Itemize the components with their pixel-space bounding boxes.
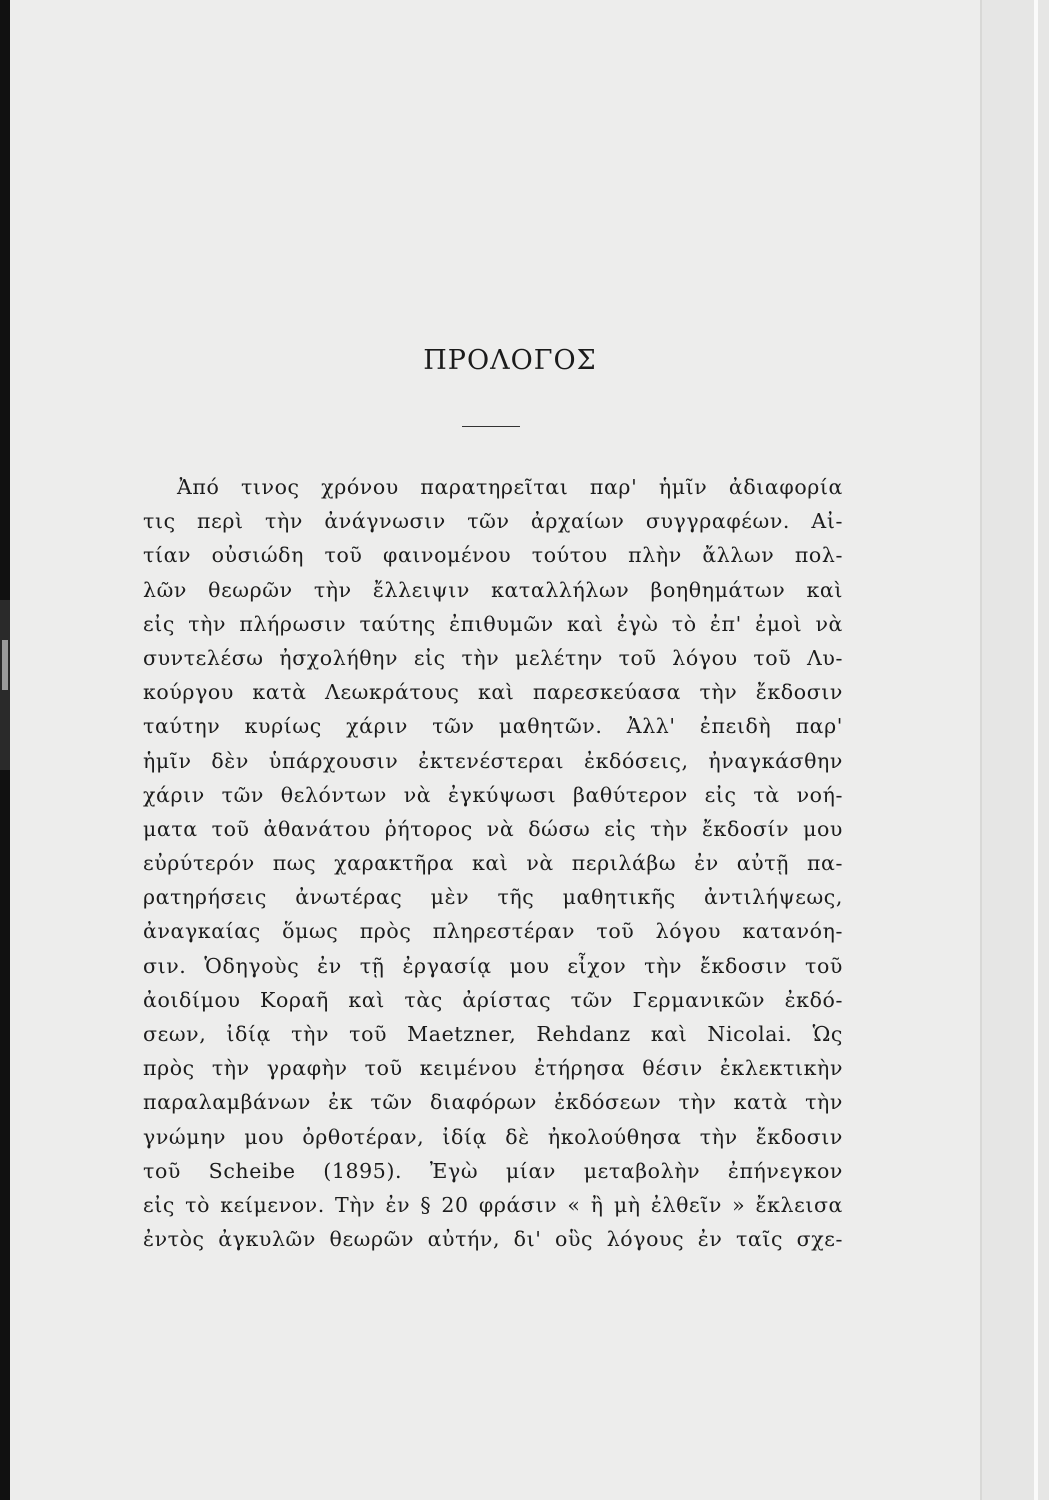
text-line: τις περὶ τὴν ἀνάγνωσιν τῶν ἀρχαίων συγγραφέων. Αἰ- bbox=[143, 509, 843, 534]
text-line: εὐρύτερόν πως χαρακτῆρα καὶ νὰ περιλάβω ἐν αὐτῇ πα- bbox=[143, 851, 843, 876]
text-line: ἐντὸς ἀγκυλῶν θεωρῶν αὐτήν, δι' οὓς λόγους ἐν ταῖς σχε- bbox=[143, 1227, 843, 1252]
text-line: σεων, ἰδίᾳ τὴν τοῦ Maetzner, Rehdanz καὶ Nicolai. Ὡς bbox=[143, 1022, 843, 1046]
text-line: ρατηρήσεις ἀνωτέρας μὲν τῆς μαθητικῆς ἀντιλήψεως, bbox=[143, 885, 843, 910]
page-edge-highlight bbox=[1034, 0, 1038, 1500]
text-line: Ἀπό τινος χρόνου παρατηρεῖται παρ' ἡμῖν ἀδιαφορία bbox=[177, 475, 843, 499]
text-line: εἰς τὴν πλήρωσιν ταύτης ἐπιθυμῶν καὶ ἐγὼ τὸ ἐπ' ἐμοὶ νὰ bbox=[143, 611, 843, 636]
text-line: γνώμην μου ὀρθοτέραν, ἰδίᾳ δὲ ἠκολούθησα τὴν ἔκδοσιν bbox=[143, 1124, 843, 1149]
title-rule bbox=[462, 426, 520, 427]
text-line: λῶν θεωρῶν τὴν ἔλλειψιν καταλλήλων βοηθημάτων καὶ bbox=[143, 577, 843, 602]
text-line: ταύτην κυρίως χάριν τῶν μαθητῶν. Ἀλλ' ἐπειδὴ παρ' bbox=[143, 714, 843, 739]
text-line: ἡμῖν δὲν ὑπάρχουσιν ἐκτενέστεραι ἐκδόσεις, ἠναγκάσθην bbox=[143, 748, 843, 773]
text-line: ἀοιδίμου Κοραῆ καὶ τὰς ἀρίστας τῶν Γερμανικῶν ἐκδό- bbox=[143, 987, 843, 1012]
text-line: τοῦ Scheibe (1895). Ἐγὼ μίαν μεταβολὴν ἐπήνεγκον bbox=[143, 1158, 843, 1183]
text-line: παραλαμβάνων ἐκ τῶν διαφόρων ἐκδόσεων τὴν κατὰ τὴν bbox=[143, 1090, 843, 1115]
page-title: ΠΡΟΛΟΓΟΣ bbox=[423, 345, 597, 376]
text-line: εἰς τὸ κείμενον. Τὴν ἐν § 20 φράσιν « ἢ μὴ ἐλθεῖν » ἔκλεισα bbox=[143, 1192, 843, 1217]
text-line: ματα τοῦ ἀθανάτου ῥήτορος νὰ δώσω εἰς τὴν ἔκδοσίν μου bbox=[143, 816, 843, 841]
book-page bbox=[10, 0, 1010, 1500]
text-line: τίαν οὐσιώδη τοῦ φαινομένου τούτου πλὴν ἄλλων πολ- bbox=[143, 543, 843, 568]
page-edge bbox=[980, 0, 1049, 1500]
text-line: ἀναγκαίας ὅμως πρὸς πληρεστέραν τοῦ λόγου κατανόη- bbox=[143, 919, 843, 944]
text-line: συντελέσω ἠσχολήθην εἰς τὴν μελέτην τοῦ λόγου τοῦ Λυ- bbox=[143, 645, 843, 670]
text-line: σιν. Ὁδηγοὺς ἐν τῇ ἐργασίᾳ μου εἶχον τὴν ἔκδοσιν τοῦ bbox=[143, 953, 843, 978]
text-line: χάριν τῶν θελόντων νὰ ἐγκύψωσι βαθύτερον εἰς τὰ νοή- bbox=[143, 782, 843, 807]
text-line: πρὸς τὴν γραφὴν τοῦ κειμένου ἐτήρησα θέσιν ἐκλεκτικὴν bbox=[143, 1056, 843, 1081]
prologue-paragraph bbox=[143, 470, 843, 1256]
text-line: κούργου κατὰ Λεωκράτους καὶ παρεσκεύασα τὴν ἔκδοσιν bbox=[143, 680, 843, 705]
binding-mark-highlight bbox=[2, 640, 8, 690]
